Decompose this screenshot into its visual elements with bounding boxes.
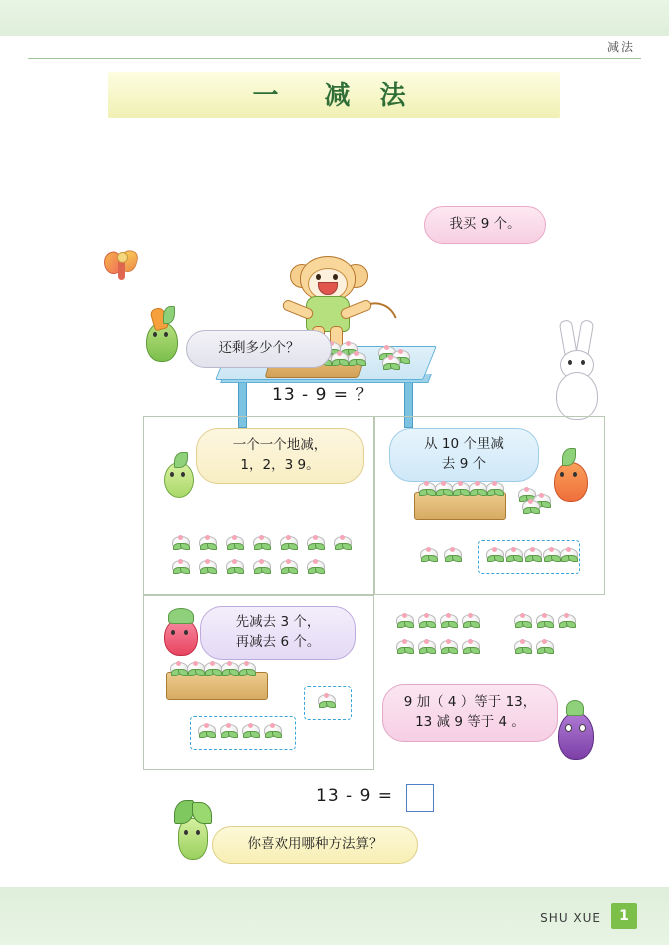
bubble-remain-text: 还剩多少个？ [218,340,300,357]
bubble-from-ten-line2: 去 9 个 [441,456,487,472]
bubble-from-ten-line1: 从 10 个里减 [424,436,504,453]
top-green-band [0,0,669,36]
bubble-add-back [382,684,558,742]
bubble-one-by-one-line1: 一个一个地减， [232,437,328,454]
bubble-which-method-text: 你喜欢用哪种方法算？ [247,836,383,853]
butterfly-icon [104,250,140,284]
illustration-scene [0,118,669,408]
celery-character [166,800,222,866]
bubble-which-method [212,826,418,864]
eggplant-character [548,694,602,768]
bubble-remain [186,330,332,368]
running-head: 减法 [606,40,635,54]
rabbit-character [548,320,604,430]
basket-split [166,672,268,700]
answer-input-box[interactable] [406,784,434,812]
bubble-split-line2: 再减去 6 个。 [235,634,321,650]
caterpillar-character [138,308,192,372]
bubble-split-line1: 先减去 3 个， [235,614,321,631]
bubble-one-by-one [196,428,364,484]
footer-label: SHU XUE [540,911,601,925]
header-rule [28,58,641,59]
bubble-one-by-one-line2: 1，2，3 9。 [240,457,320,473]
scene-equation: 13 - 9 = ？ [272,385,374,405]
bubble-add-back-line2: 13 减 9 等于 4 。 [415,714,525,730]
bottom-equation: 13 - 9 = [316,786,394,806]
bubble-from-ten [389,428,539,482]
bubble-buy-text: 我买 9 个。 [449,216,521,233]
page-title: 一 减 法 [252,81,416,111]
bubble-add-back-line1: 9 加（ 4 ）等于 13， [403,694,537,711]
carrot-character [546,448,598,512]
bubble-buy [424,206,546,244]
bubble-split [200,606,356,660]
bun-split-single [318,694,334,708]
page-number-badge: 1 [611,903,637,929]
pea-character [156,452,200,510]
basket-from-ten [414,492,506,520]
